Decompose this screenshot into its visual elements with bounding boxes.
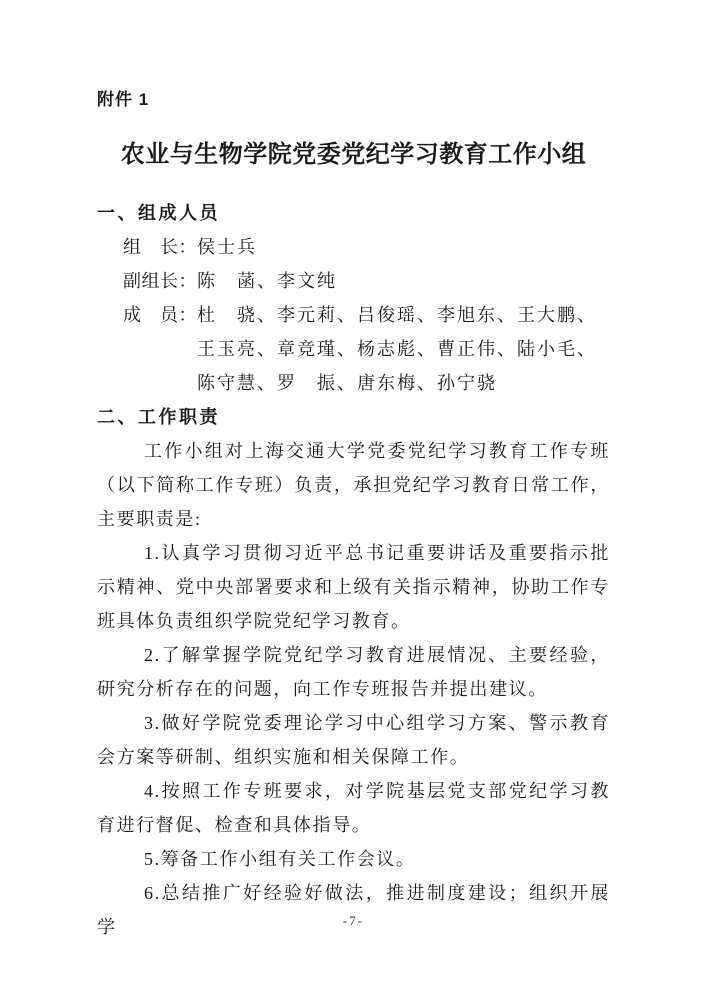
duty-item-2: 2.了解掌握学院党纪学习教育进展情况、主要经验，研究分析存在的问题，向工作专班报告并提出建议。 bbox=[97, 645, 610, 699]
duties-intro-paragraph: 工作小组对上海交通大学党委党纪学习教育工作专班（以下简称工作专班）负责，承担党纪学习教育日常工作，主要职责是: bbox=[97, 441, 610, 529]
roster-members-line: 杜 骁、李元莉、吕俊瑶、李旭东、王大鹏、 bbox=[197, 305, 597, 325]
duty-item-3: 3.做好学院党委理论学习中心组学习方案、警示教育会方案等研制、组织实施和相关保障工作。 bbox=[97, 713, 610, 767]
roster-value-deputy: 陈 菡、李文纯 bbox=[197, 271, 337, 291]
roster-value-members bbox=[197, 298, 597, 400]
duty-item-6: 6.总结推广好经验好做法，推进制度建设；组织开展学 bbox=[97, 883, 610, 937]
roster-row-members bbox=[97, 298, 610, 400]
section-heading-members: 一、组成人员 bbox=[97, 203, 220, 223]
duty-item-1: 1.认真学习贯彻习近平总书记重要讲话及重要指示批示精神、党中央部署要求和上级有关指示精神，协助工作专班具体负责组织学院党纪学习教育。 bbox=[97, 543, 610, 631]
roster-members-line: 王玉亮、章竞瑾、杨志彪、曹正伟、陆小毛、 bbox=[197, 339, 597, 359]
section-heading-duties: 二、工作职责 bbox=[97, 407, 220, 427]
roster bbox=[97, 230, 610, 400]
roster-row-leader bbox=[97, 230, 610, 264]
duty-item-4: 4.按照工作专班要求，对学院基层党支部党纪学习教育进行督促、检查和具体指导。 bbox=[97, 781, 610, 835]
roster-label-deputy: 副组长： bbox=[123, 271, 197, 291]
roster-label-leader: 组 长： bbox=[123, 237, 197, 257]
document-title: 农业与生物学院党委党纪学习教育工作小组 bbox=[120, 142, 587, 168]
attachment-label: 附件 1 bbox=[97, 90, 150, 109]
roster-members-line: 陈守慧、罗 振、唐东梅、孙宁骁 bbox=[197, 373, 497, 393]
duty-item-5: 5.筹备工作小组有关工作会议。 bbox=[144, 849, 416, 869]
roster-value-leader: 侯士兵 bbox=[197, 237, 257, 257]
roster-row-deputy bbox=[97, 264, 610, 298]
roster-label-members: 成 员： bbox=[123, 305, 197, 325]
page-number: -7- bbox=[342, 913, 365, 928]
